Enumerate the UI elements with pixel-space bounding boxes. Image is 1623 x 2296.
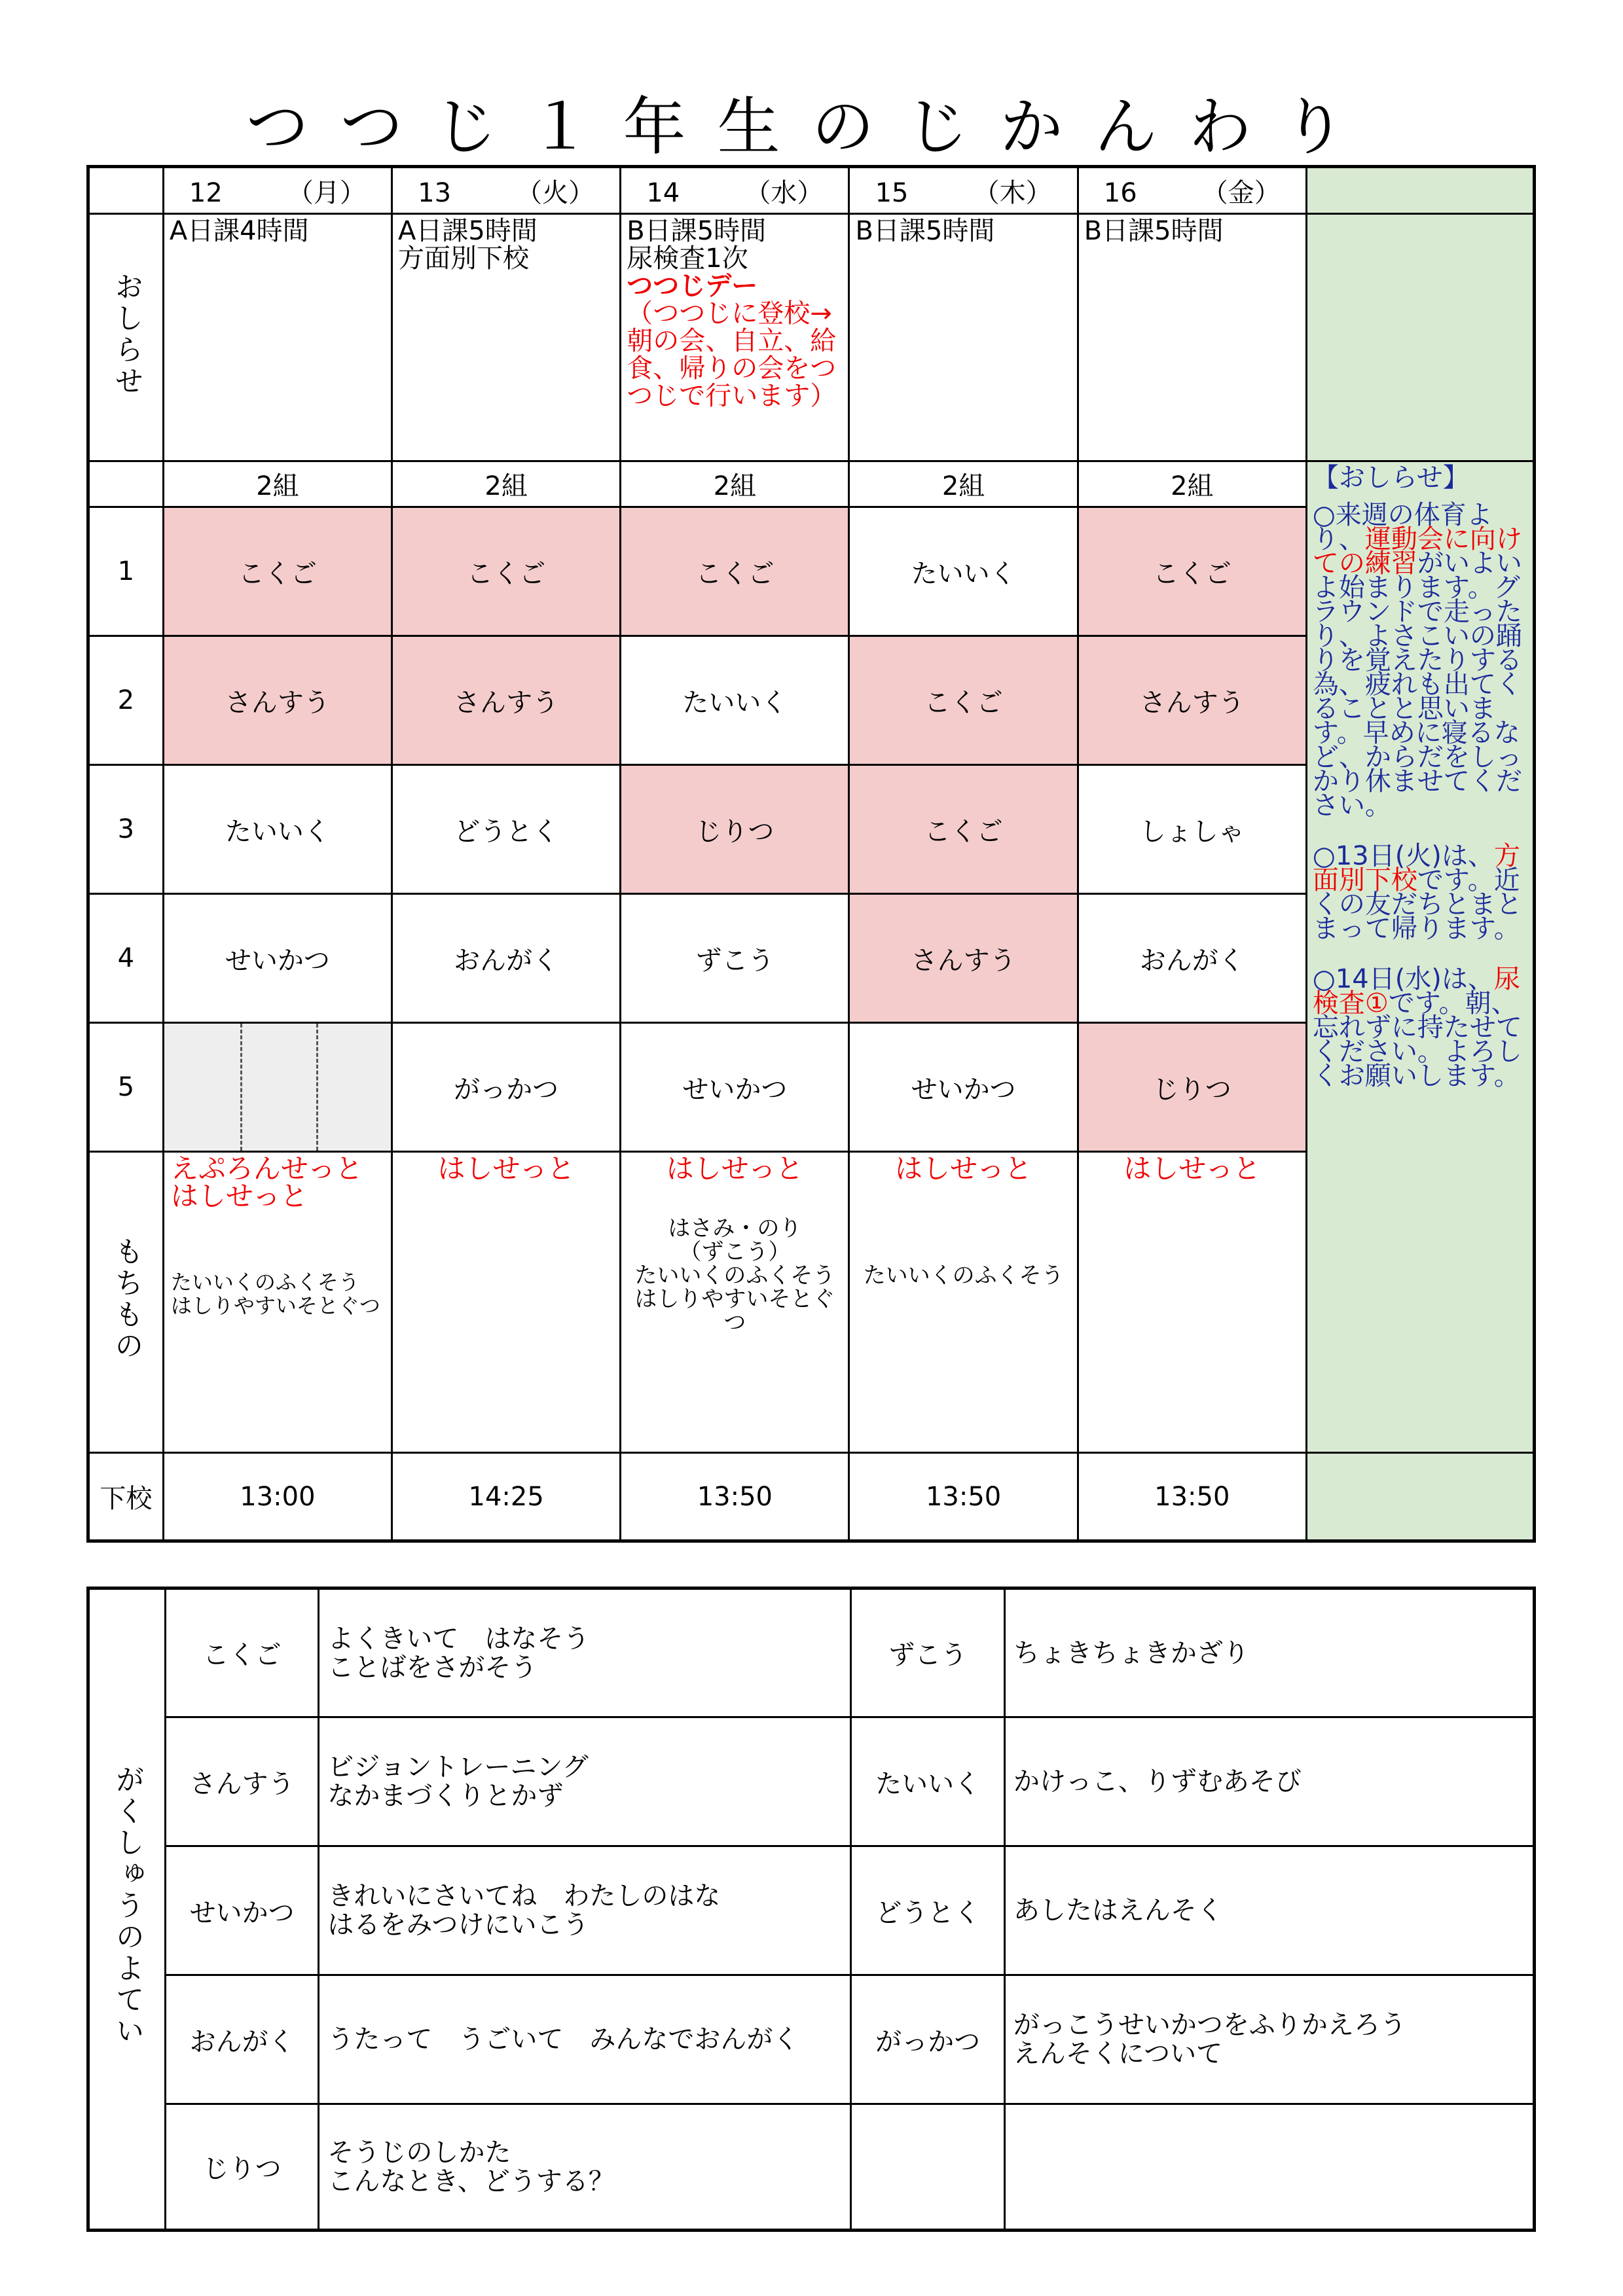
plan-subject: [851, 2104, 1004, 2231]
day-header: 16 （金）: [1078, 167, 1306, 214]
class-label: 2組: [1078, 461, 1306, 507]
plan-row: [88, 1717, 1535, 1846]
gekou-time: 13:50: [621, 1453, 849, 1541]
plan-text: よくきいて はなそう ことばをさがそう: [319, 1588, 851, 1717]
plan-subject: どうとく: [851, 1846, 1004, 1975]
class-row: [88, 461, 1535, 507]
plan-text: うたって うごいて みんなでおんがく: [319, 1975, 851, 2104]
plan-text: ビジョントレーニング なかまづくりとかず: [319, 1717, 851, 1846]
plan-text: きれいにさいてね わたしのはな はるをみつけにいこう: [319, 1846, 851, 1975]
subject-cell: こくご: [1078, 507, 1306, 636]
mochimono-label: もちもの: [88, 1152, 164, 1453]
class-label: 2組: [849, 461, 1078, 507]
subject-cell: こくご: [849, 765, 1078, 894]
plan-text: ちょきちょきかざり: [1004, 1588, 1534, 1717]
gekou-time: 14:25: [392, 1453, 621, 1541]
day-header: 14 （水）: [621, 167, 849, 214]
period-row: 3 たいいく どうとく じりつ こくご しょしゃ: [88, 765, 1535, 894]
gekou-label: 下校: [88, 1453, 164, 1541]
plan-text: そうじのしかた こんなとき、どうする？: [319, 2104, 851, 2231]
subject-cell: せいかつ: [849, 1023, 1078, 1152]
plan-label: がくしゅうのよてい: [88, 1588, 166, 2231]
gekou-time: 13:50: [849, 1453, 1078, 1541]
day-header: 15 （木）: [849, 167, 1078, 214]
oshirase-cell: A日課4時間: [163, 214, 392, 461]
plan-text: かけっこ、りずむあそび: [1004, 1717, 1534, 1846]
period-row: 4 せいかつ おんがく ずこう さんすう おんがく: [88, 894, 1535, 1023]
plan-subject: さんすう: [165, 1717, 318, 1846]
date-header-row: [88, 167, 1535, 214]
class-label: 2組: [163, 461, 392, 507]
oshirase-cell: A日課5時間 方面別下校: [392, 214, 621, 461]
plan-subject: せいかつ: [165, 1846, 318, 1975]
plan-subject: たいいく: [851, 1717, 1004, 1846]
subject-cell: ずこう: [621, 894, 849, 1023]
class-label: 2組: [621, 461, 849, 507]
oshirase-label: おしらせ: [88, 214, 164, 461]
subject-cell: せいかつ: [163, 894, 392, 1023]
subject-cell: どうとく: [392, 765, 621, 894]
oshirase-cell: B日課5時間: [849, 214, 1078, 461]
plan-subject: じりつ: [165, 2104, 318, 2231]
subject-cell: こくご: [621, 507, 849, 636]
subject-cell: さんすう: [1078, 636, 1306, 765]
mochimono-cell: はしせっと はさみ・のり （ずこう） たいいくのふくそう はしりやすいそとぐつ: [621, 1152, 849, 1453]
subject-cell: さんすう: [849, 894, 1078, 1023]
side-notice: 【おしらせ】 ○来週の体育より、運動会に向けての練習がいよいよ始まります。グラウンドで走ったり、よさこいの踊りを覚えたりする為、疲れも出てくることと思います。早めに寝るなど、からだをしっかり休ませてください。 ○13日(火)は、方面別下校です。近くの友だちとまとまって帰ります。 ○14日(水)は、尿検査①です。朝、忘れずに持たせてください。よろしくお願いします。: [1306, 461, 1534, 1453]
plan-subject: こくご: [165, 1588, 318, 1717]
page-title: つつじ１年生のじかんわり: [246, 90, 1377, 164]
subject-cell: こくご: [392, 507, 621, 636]
oshirase-cell: B日課5時間 尿検査1次 つつじデー （つつじに登校→ 朝の会、自立、給 食、帰りの会をつ つじで行います）: [621, 214, 849, 461]
subject-cell: じりつ: [621, 765, 849, 894]
oshirase-row: [88, 214, 1535, 461]
oshirase-cell: B日課5時間: [1078, 214, 1306, 461]
subject-cell: がっかつ: [392, 1023, 621, 1152]
plan-row: [88, 2104, 1535, 2231]
plan-subject: がっかつ: [851, 1975, 1004, 2104]
gekou-row: [88, 1453, 1535, 1541]
plan-text: あしたはえんそく: [1004, 1846, 1534, 1975]
subject-cell: せいかつ: [621, 1023, 849, 1152]
subject-cell: おんがく: [392, 894, 621, 1023]
plan-row: [88, 1846, 1535, 1975]
period-row: 1 こくご こくご こくご たいいく こくご: [88, 507, 1535, 636]
subject-cell: たいいく: [163, 765, 392, 894]
empty-period-cell: [163, 1023, 392, 1152]
period-row: 2 さんすう さんすう たいいく こくご さんすう: [88, 636, 1535, 765]
subject-cell: さんすう: [392, 636, 621, 765]
plan-row: [88, 1975, 1535, 2104]
timetable: [86, 165, 1536, 1543]
gekou-time: 13:00: [163, 1453, 392, 1541]
subject-cell: たいいく: [621, 636, 849, 765]
mochimono-cell: えぷろんせっと はしせっと たいいくのふくそう はしりやすいそとぐつ: [163, 1152, 392, 1453]
subject-cell: じりつ: [1078, 1023, 1306, 1152]
plan-row: [88, 1588, 1535, 1717]
period-row: 5 がっかつ せいかつ せいかつ じりつ: [88, 1023, 1535, 1152]
mochimono-cell: はしせっと: [1078, 1152, 1306, 1453]
learning-plan-table: [86, 1587, 1536, 2232]
subject-cell: たいいく: [849, 507, 1078, 636]
plan-subject: おんがく: [165, 1975, 318, 2104]
subject-cell: こくご: [163, 507, 392, 636]
day-header: 13 （火）: [392, 167, 621, 214]
plan-text: [1004, 2104, 1534, 2231]
gekou-time: 13:50: [1078, 1453, 1306, 1541]
class-label: 2組: [392, 461, 621, 507]
plan-subject: ずこう: [851, 1588, 1004, 1717]
subject-cell: おんがく: [1078, 894, 1306, 1023]
plan-text: がっこうせいかつをふりかえろう えんそくについて: [1004, 1975, 1534, 2104]
day-header: 12 （月）: [163, 167, 392, 214]
subject-cell: さんすう: [163, 636, 392, 765]
subject-cell: こくご: [849, 636, 1078, 765]
mochimono-cell: はしせっと たいいくのふくそう: [849, 1152, 1078, 1453]
subject-cell: しょしゃ: [1078, 765, 1306, 894]
mochimono-cell: はしせっと: [392, 1152, 621, 1453]
